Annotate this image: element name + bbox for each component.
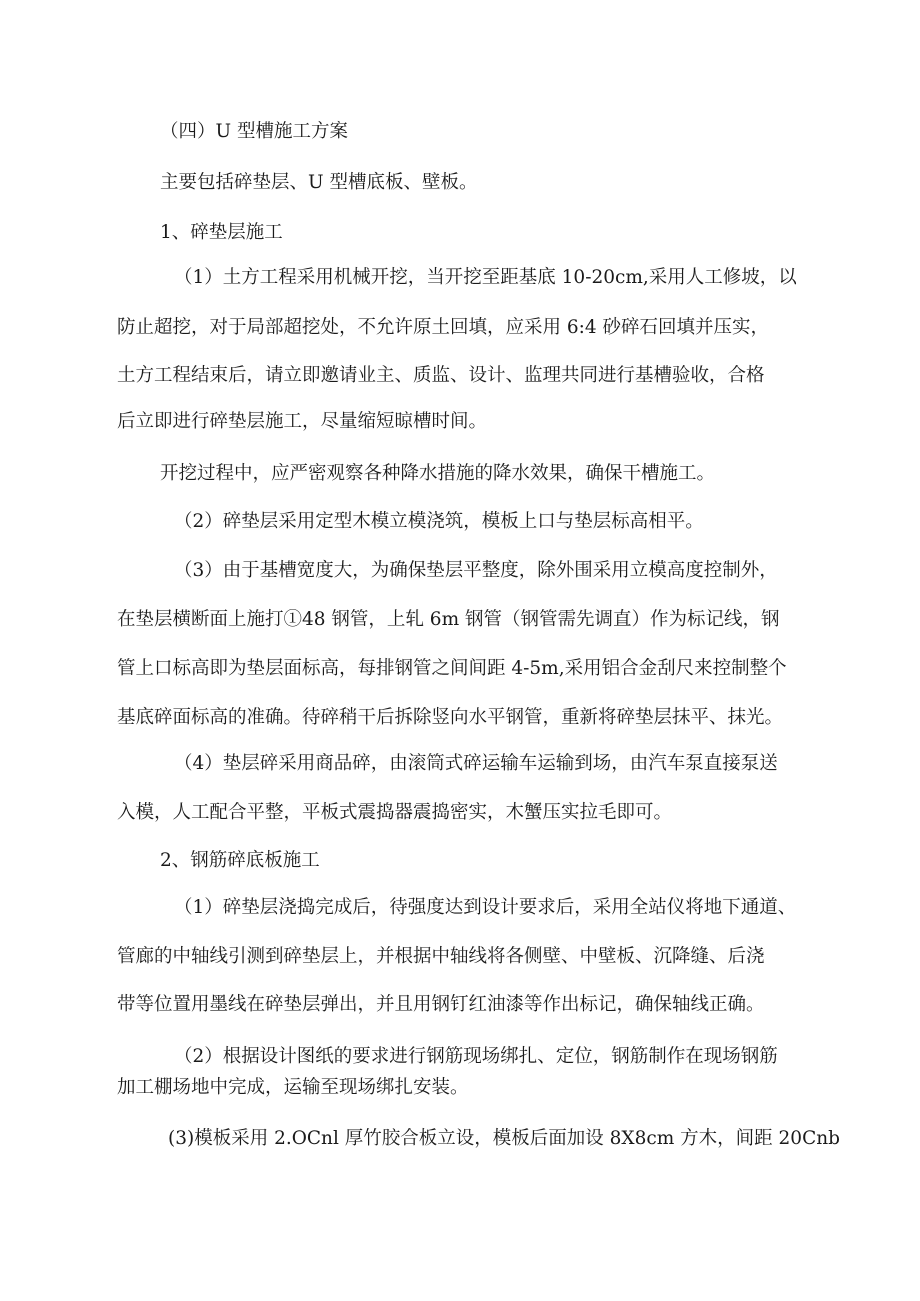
paragraph-line: （1）土方工程采用机械开挖，当开挖至距基底 10-20cm,采用人工修坡，以 bbox=[174, 267, 797, 288]
paragraph-line: （2）根据设计图纸的要求进行钢筋现场绑扎、定位，钢筋制作在现场钢筋 bbox=[174, 1046, 778, 1067]
paragraph-line: （1）碎垫层浇捣完成后，待强度达到设计要求后，采用全站仪将地下通道、 bbox=[174, 897, 797, 918]
paragraph-line: 管上口标高即为垫层面标高，每排钢管之间间距 4-5m,采用铝合金刮尺来控制整个 bbox=[117, 658, 787, 679]
paragraph-line: （4）垫层碎采用商品碎，由滚筒式碎运输车运输到场，由汽车泵直接泵送 bbox=[174, 753, 778, 774]
paragraph-line: 基底碎面标高的准确。待碎稍干后拆除竖向水平钢管，重新将碎垫层抹平、抹光。 bbox=[117, 707, 784, 728]
paragraph-line: 开挖过程中，应严密观察各种降水措施的降水效果，确保干槽施工。 bbox=[160, 463, 716, 484]
paragraph-line: 加工棚场地中完成，运输至现场绑扎安装。 bbox=[117, 1077, 469, 1098]
subsection-heading-2: 2、钢筋碎底板施工 bbox=[160, 850, 320, 871]
paragraph-line: (3)模板采用 2.OCnl 厚竹胶合板立设，模板后面加设 8X8cm 方木，间距 20Cnb bbox=[168, 1128, 840, 1149]
intro-paragraph: 主要包括碎垫层、U 型槽底板、壁板。 bbox=[160, 172, 478, 193]
paragraph-line: （2）碎垫层采用定型木模立模浇筑，模板上口与垫层标高相平。 bbox=[174, 511, 704, 532]
paragraph-line: 带等位置用墨线在碎垫层弹出，并且用钢钉红油漆等作出标记，确保轴线正确。 bbox=[117, 994, 765, 1015]
paragraph-line: 管廊的中轴线引测到碎垫层上，并根据中轴线将各侧壁、中壁板、沉降缝、后浇 bbox=[117, 946, 765, 967]
paragraph-line: 防止超挖，对于局部超挖处，不允许原土回填，应采用 6:4 砂碎石回填并压实， bbox=[117, 317, 770, 338]
paragraph-line: （3）由于基槽宽度大，为确保垫层平整度，除外围采用立模高度控制外， bbox=[174, 560, 778, 581]
paragraph-line: 在垫层横断面上施打①48 钢管，上轧 6m 钢管（钢管需先调直）作为标记线，钢 bbox=[117, 609, 780, 630]
paragraph-line: 土方工程结束后，请立即邀请业主、质监、设计、监理共同进行基槽验收，合格 bbox=[117, 365, 765, 386]
paragraph-line: 入模，人工配合平整，平板式震捣器震捣密实，木蟹压实拉毛即可。 bbox=[117, 802, 673, 823]
subsection-heading-1: 1、碎垫层施工 bbox=[160, 222, 283, 243]
paragraph-line: 后立即进行碎垫层施工，尽量缩短晾槽时间。 bbox=[117, 411, 488, 432]
section-heading: （四）U 型槽施工方案 bbox=[160, 121, 348, 142]
